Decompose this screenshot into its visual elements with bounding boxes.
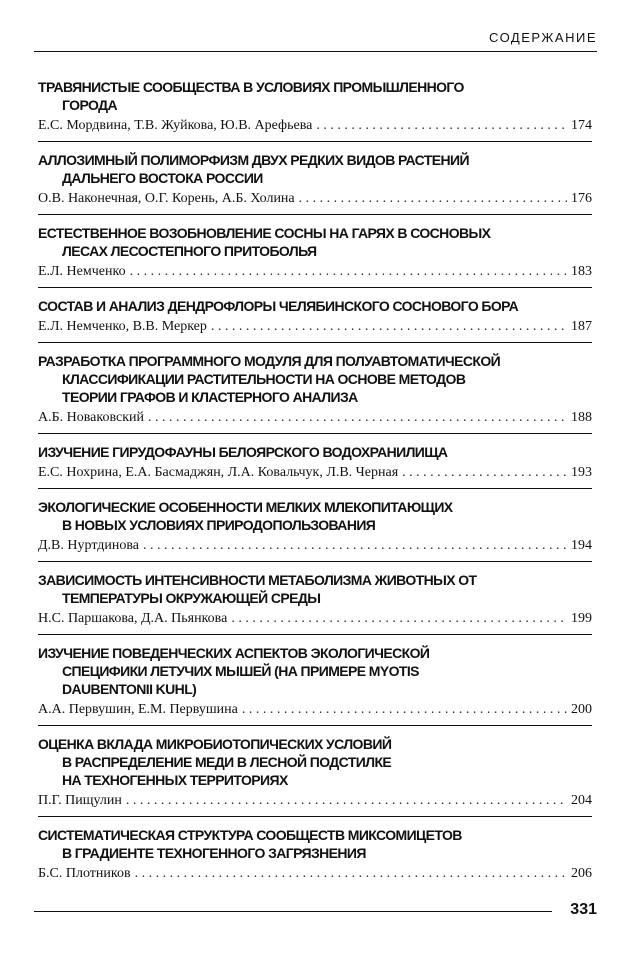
- entry-authors: Н.С. Паршакова, Д.А. Пьянкова: [38, 611, 228, 626]
- entry-title: [38, 735, 592, 789]
- entry-page-number: 206: [571, 866, 592, 881]
- entry-title-line: СИСТЕМАТИЧЕСКАЯ СТРУКТУРА СООБЩЕСТВ МИКСОМИЦЕТОВ: [38, 827, 462, 843]
- toc-entry: [38, 735, 592, 810]
- entry-page-number: 200: [571, 702, 592, 717]
- entry-title-line: ТЕОРИИ ГРАФОВ И КЛАСТЕРНОГО АНАЛИЗА: [62, 389, 358, 405]
- entry-authors: Е.Л. Немченко: [38, 264, 126, 279]
- entry-separator: [38, 141, 592, 142]
- entry-authors: А.Б. Новаковский: [38, 410, 145, 425]
- toc-entry: [38, 151, 592, 208]
- entry-title-line: ИЗУЧЕНИЕ ПОВЕДЕНЧЕСКИХ АСПЕКТОВ ЭКОЛОГИЧЕСКОЙ: [38, 645, 430, 661]
- entry-title-line: ЭКОЛОГИЧЕСКИЕ ОСОБЕННОСТИ МЕЛКИХ МЛЕКОПИТАЮЩИХ: [38, 499, 453, 515]
- entry-page-number: 199: [571, 611, 592, 626]
- entry-title-line: DAUBENTONII KUHL): [62, 681, 197, 697]
- dot-leader: [299, 190, 567, 208]
- entry-title: [38, 498, 592, 534]
- entry-title-line: РАЗРАБОТКА ПРОГРАММНОГО МОДУЛЯ ДЛЯ ПОЛУАВТОМАТИЧЕСКОЙ: [38, 353, 501, 369]
- entry-separator: [38, 561, 592, 562]
- dot-leader: [126, 792, 567, 810]
- dot-leader: [402, 464, 567, 482]
- entry-title-line: ТРАВЯНИСТЫЕ СООБЩЕСТВА В УСЛОВИЯХ ПРОМЫШЛЕННОГО: [38, 79, 464, 95]
- entry-separator: [38, 214, 592, 215]
- toc-entries: [38, 78, 592, 883]
- entry-title-line: В ГРАДИЕНТЕ ТЕХНОГЕННОГО ЗАГРЯЗНЕНИЯ: [62, 845, 366, 861]
- entry-title-line: В НОВЫХ УСЛОВИЯХ ПРИРОДОПОЛЬЗОВАНИЯ: [62, 517, 376, 533]
- entry-separator: [38, 287, 592, 288]
- entry-author-line: [38, 464, 592, 482]
- toc-entry: [38, 443, 592, 482]
- entry-authors: Б.С. Плотников: [38, 866, 131, 881]
- entry-title: [38, 151, 592, 187]
- entry-authors: П.Г. Пищулин: [38, 793, 122, 808]
- toc-entry: [38, 224, 592, 281]
- entry-title: [38, 297, 592, 315]
- entry-page-number: 194: [571, 538, 592, 553]
- entry-page-number: 188: [571, 410, 592, 425]
- entry-title-line: ЕСТЕСТВЕННОЕ ВОЗОБНОВЛЕНИЕ СОСНЫ НА ГАРЯХ В СОСНОВЫХ: [38, 225, 491, 241]
- entry-title-line: В РАСПРЕДЕЛЕНИЕ МЕДИ В ЛЕСНОЙ ПОДСТИЛКЕ: [62, 754, 392, 770]
- toc-entry: [38, 78, 592, 135]
- running-head: СОДЕРЖАНИЕ: [488, 30, 597, 45]
- entry-authors: Д.В. Нуртдинова: [38, 538, 139, 553]
- entry-page-number: 187: [571, 319, 592, 334]
- entry-authors: Е.С. Нохрина, Е.А. Басмаджян, Л.А. Ковальчук, Л.В. Черная: [38, 465, 399, 480]
- entry-author-line: [38, 610, 592, 628]
- entry-title-line: ЗАВИСИМОСТЬ ИНТЕНСИВНОСТИ МЕТАБОЛИЗМА ЖИВОТНЫХ ОТ: [38, 572, 477, 588]
- dot-leader: [242, 701, 567, 719]
- footer-rule: [34, 911, 552, 912]
- dot-leader: [135, 865, 567, 883]
- header-rule: [34, 51, 597, 52]
- entry-author-line: [38, 792, 592, 810]
- dot-leader: [316, 117, 567, 135]
- entry-title: [38, 78, 592, 114]
- entry-title: [38, 571, 592, 607]
- entry-separator: [38, 342, 592, 343]
- entry-title-line: АЛЛОЗИМНЫЙ ПОЛИМОРФИЗМ ДВУХ РЕДКИХ ВИДОВ РАСТЕНИЙ: [38, 152, 469, 168]
- entry-title-line: ДАЛЬНЕГО ВОСТОКА РОССИИ: [62, 170, 263, 186]
- entry-author-line: [38, 117, 592, 135]
- entry-author-line: [38, 409, 592, 427]
- entry-author-line: [38, 701, 592, 719]
- toc-entry: [38, 498, 592, 555]
- entry-separator: [38, 488, 592, 489]
- entry-separator: [38, 634, 592, 635]
- entry-title-line: ИЗУЧЕНИЕ ГИРУДОФАУНЫ БЕЛОЯРСКОГО ВОДОХРАНИЛИЩА: [38, 444, 448, 460]
- entry-separator: [38, 816, 592, 817]
- entry-separator: [38, 725, 592, 726]
- toc-entry: [38, 826, 592, 883]
- entry-authors: Е.Л. Немченко, В.В. Меркер: [38, 319, 207, 334]
- toc-entry: [38, 352, 592, 427]
- entry-title-line: СОСТАВ И АНАЛИЗ ДЕНДРОФЛОРЫ ЧЕЛЯБИНСКОГО СОСНОВОГО БОРА: [38, 298, 519, 314]
- entry-authors: О.В. Наконечная, О.Г. Корень, А.Б. Холина: [38, 191, 295, 206]
- toc-entry: [38, 571, 592, 628]
- entry-title-line: КЛАССИФИКАЦИИ РАСТИТЕЛЬНОСТИ НА ОСНОВЕ МЕТОДОВ: [62, 371, 466, 387]
- entry-author-line: [38, 865, 592, 883]
- entry-title-line: ОЦЕНКА ВКЛАДА МИКРОБИОТОПИЧЕСКИХ УСЛОВИЙ: [38, 736, 392, 752]
- entry-title-line: ЛЕСАХ ЛЕСОСТЕПНОГО ПРИТОБОЛЬЯ: [62, 243, 317, 259]
- entry-authors: А.А. Первушин, Е.М. Первушина: [38, 702, 238, 717]
- toc-entry: [38, 644, 592, 719]
- entry-title: [38, 224, 592, 260]
- dot-leader: [143, 537, 567, 555]
- entry-title-line: СПЕЦИФИКИ ЛЕТУЧИХ МЫШЕЙ (НА ПРИМЕРЕ MYOTIS: [62, 663, 419, 679]
- entry-author-line: [38, 190, 592, 208]
- entry-title: [38, 644, 592, 698]
- dot-leader: [148, 409, 567, 427]
- entry-page-number: 204: [571, 793, 592, 808]
- entry-page-number: 183: [571, 264, 592, 279]
- entry-title: [38, 826, 592, 862]
- dot-leader: [231, 610, 567, 628]
- entry-page-number: 193: [571, 465, 592, 480]
- page-number: 331: [570, 901, 597, 918]
- dot-leader: [211, 318, 567, 336]
- entry-authors: Е.С. Мордвина, Т.В. Жуйкова, Ю.В. Арефьева: [38, 118, 313, 133]
- entry-title-line: НА ТЕХНОГЕННЫХ ТЕРРИТОРИЯХ: [62, 772, 288, 788]
- entry-author-line: [38, 318, 592, 336]
- entry-title-line: ГОРОДА: [62, 97, 117, 113]
- entry-title-line: ТЕМПЕРАТУРЫ ОКРУЖАЮЩЕЙ СРЕДЫ: [62, 590, 321, 606]
- entry-author-line: [38, 537, 592, 555]
- entry-title: [38, 443, 592, 461]
- entry-author-line: [38, 263, 592, 281]
- entry-page-number: 176: [571, 191, 592, 206]
- entry-separator: [38, 433, 592, 434]
- entry-page-number: 174: [571, 118, 592, 133]
- dot-leader: [130, 263, 567, 281]
- toc-entry: [38, 297, 592, 336]
- entry-title: [38, 352, 592, 406]
